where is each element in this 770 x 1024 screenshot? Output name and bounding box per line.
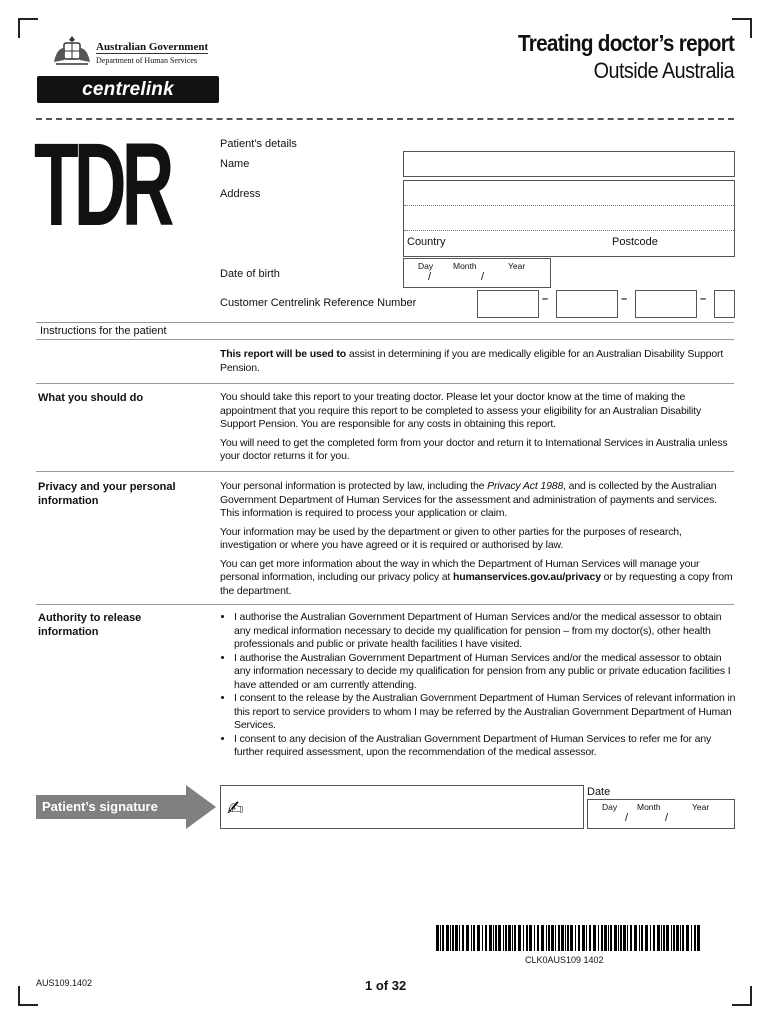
year-label: Year	[508, 261, 526, 271]
barcode-bar	[663, 925, 665, 951]
barcode-bar	[567, 925, 569, 951]
barcode-bar	[593, 925, 596, 951]
privacy-heading: Privacy and your personal information	[38, 481, 176, 507]
section-divider	[36, 471, 734, 472]
instructions-intro	[220, 348, 736, 380]
barcode-bar	[485, 925, 487, 951]
barcode-bar	[489, 925, 492, 951]
crn-input-check[interactable]	[714, 290, 735, 318]
barcode-bar	[523, 925, 524, 951]
address-line	[404, 230, 734, 231]
month-label: Month	[637, 802, 661, 812]
barcode-bar	[673, 925, 675, 951]
barcode-bar	[459, 925, 460, 951]
barcode-bar	[671, 925, 672, 951]
barcode-bar	[514, 925, 516, 951]
crn-dash: –	[542, 293, 549, 305]
section-divider	[36, 604, 734, 605]
signature-date-input[interactable]	[587, 799, 735, 829]
form-code: TDR	[34, 119, 170, 251]
crop-mark	[18, 18, 38, 38]
barcode-bar	[446, 925, 449, 951]
barcode-bar	[657, 925, 660, 951]
barcode-bar	[529, 925, 532, 951]
privacy-act-name: Privacy Act 1988	[487, 480, 564, 492]
barcode-bar	[639, 925, 640, 951]
arrow-right-icon	[186, 785, 216, 829]
section-divider	[36, 383, 734, 384]
coat-of-arms-icon	[50, 34, 94, 70]
barcode-bar	[666, 925, 669, 951]
barcode-bar	[589, 925, 591, 951]
barcode-bar	[682, 925, 684, 951]
form-id: AUS109.1402	[36, 978, 93, 988]
barcode-bar	[645, 925, 648, 951]
barcode-bar	[697, 925, 700, 951]
barcode-bar	[452, 925, 454, 951]
barcode-bar	[686, 925, 689, 951]
dob-label: Date of birth	[220, 268, 280, 280]
barcode-bar	[455, 925, 458, 951]
barcode-bar	[558, 925, 560, 951]
section-divider	[36, 322, 734, 323]
crn-label: Customer Centrelink Reference Number	[220, 297, 417, 309]
barcode-bar	[450, 925, 451, 951]
authority-text	[220, 611, 736, 760]
barcode-bar	[440, 925, 441, 951]
barcode-bar	[482, 925, 483, 951]
what-to-do-p2: You will need to get the completed form from your doctor and return it to International Services in Australia unless your doctor returns it for you.	[220, 436, 728, 462]
instructions-heading: Instructions for the patient	[40, 325, 167, 337]
barcode-bar	[650, 925, 651, 951]
barcode-bar	[503, 925, 504, 951]
barcode-bar	[551, 925, 554, 951]
barcode-bar	[691, 925, 692, 951]
barcode-bar	[694, 925, 696, 951]
barcode-bar	[614, 925, 617, 951]
barcode-bar	[495, 925, 497, 951]
barcode-bar	[598, 925, 599, 951]
name-label: Name	[220, 158, 250, 170]
barcode-bar	[641, 925, 643, 951]
divider	[96, 53, 208, 54]
barcode-bar	[565, 925, 566, 951]
month-label: Month	[453, 261, 477, 271]
barcode-bar	[512, 925, 513, 951]
barcode-bar	[634, 925, 637, 951]
address-input[interactable]	[403, 180, 735, 257]
barcode-bar	[505, 925, 507, 951]
date-separator: /	[481, 271, 485, 283]
barcode-bar	[555, 925, 556, 951]
barcode-bar	[620, 925, 622, 951]
privacy-p1-start: Your personal information is protected by law, including the	[220, 480, 488, 492]
barcode-bar	[442, 925, 444, 951]
barcode-bar	[546, 925, 547, 951]
crn-input-part-3[interactable]	[635, 290, 697, 318]
barcode-bar	[537, 925, 539, 951]
barcode-bar	[473, 925, 475, 951]
pen-icon: ✍	[227, 796, 244, 820]
barcode-bar	[541, 925, 544, 951]
barcode-bar	[623, 925, 626, 951]
privacy-p1-end: , and is collected by the Australian Government Department of Human Services for the assessment and administration of payments and services. This information is required to process your application or claim.	[220, 480, 717, 519]
day-label: Day	[602, 802, 618, 812]
date-separator: /	[428, 271, 432, 283]
barcode-bar	[548, 925, 550, 951]
barcode-bar	[526, 925, 528, 951]
department-name: Department of Human Services	[96, 56, 198, 65]
date-separator: /	[625, 812, 629, 824]
barcode-bar	[653, 925, 655, 951]
authority-item: • I authorise the Australian Government Department of Human Services and/or the medical assessor to obtain any information necessary to decide my qualification for pension from any public or private education facilities I have attended or am currently attending.	[234, 652, 736, 693]
authority-item: • I authorise the Australian Government Department of Human Services and/or the medical assessor to obtain any medical information necessary to decide my qualification for pension – from my doctor(s), other health professionals and public or private health facilities I have visited.	[234, 611, 736, 652]
barcode-bar	[477, 925, 480, 951]
privacy-p2: Your information may be used by the department or given to other parties for the purposes of research, investigation or where you have agreed or it is required or authorised by law.	[220, 525, 682, 551]
barcode-bar	[498, 925, 501, 951]
barcode-bar	[604, 925, 607, 951]
intro-text: assist in determining if you are medically eligible for an Australian Disability Support Pension.	[220, 348, 724, 374]
page-number: 1 of 32	[365, 978, 407, 993]
address-label: Address	[220, 188, 261, 200]
what-to-do-text	[220, 391, 736, 469]
patients-details-heading: Patient’s details	[220, 138, 297, 150]
postcode-label: Postcode	[612, 236, 658, 248]
signature-input[interactable]	[220, 785, 584, 829]
barcode-bar	[610, 925, 612, 951]
barcode-bar	[518, 925, 521, 951]
barcode-bar	[601, 925, 603, 951]
crn-input-part-2[interactable]	[556, 290, 618, 318]
crop-mark	[732, 18, 752, 38]
crn-input-part-1[interactable]	[477, 290, 539, 318]
barcode-bar	[471, 925, 472, 951]
dob-input[interactable]	[403, 258, 551, 288]
barcode-bar	[436, 925, 439, 951]
barcode-bar	[627, 925, 628, 951]
barcode-bar	[608, 925, 609, 951]
what-to-do-p1: You should take this report to your treating doctor. Please let your doctor know at the time of making the appointment that you require this report to be completed to assess your eligibility for an Australian Disability Support Pension. You are responsible for any costs in obtaining this report.	[220, 391, 702, 430]
intro-bold: This report will be used to	[220, 348, 347, 360]
barcode-bar	[466, 925, 469, 951]
barcode-bar	[534, 925, 535, 951]
date-label: Date	[587, 786, 611, 798]
privacy-text	[220, 480, 736, 603]
barcode-bar	[561, 925, 564, 951]
barcode-bar	[575, 925, 576, 951]
barcode-bar	[462, 925, 464, 951]
barcode-bar	[680, 925, 681, 951]
country-label: Country	[407, 236, 446, 248]
centrelink-logo: centrelink	[37, 76, 219, 103]
barcode-bar	[508, 925, 511, 951]
barcode-bar	[570, 925, 573, 951]
crop-mark	[18, 986, 38, 1006]
barcode-bar	[578, 925, 580, 951]
barcode-bar	[582, 925, 585, 951]
barcode-bar	[661, 925, 662, 951]
privacy-p3-end: or by requesting a copy from the department.	[220, 571, 733, 597]
name-input[interactable]	[403, 151, 735, 177]
privacy-p3-start: You can get more information about the way in which the Department of Human Services will manage your personal information, including our privacy policy at	[220, 557, 700, 583]
crop-mark	[732, 986, 752, 1006]
crn-dash: –	[700, 293, 707, 305]
section-divider	[36, 339, 734, 340]
authority-heading: Authority to release information	[38, 612, 142, 638]
privacy-url[interactable]: humanservices.gov.au/privacy	[452, 571, 601, 583]
barcode-icon	[436, 925, 704, 951]
barcode-bar	[676, 925, 679, 951]
address-line	[404, 205, 734, 206]
authority-item: • I consent to the release by the Australian Government Department of Human Services of relevant information in this report to service providers to whom I may be referred by the Australian Government Department of Human Services.	[234, 692, 736, 733]
year-label: Year	[692, 802, 710, 812]
authority-item: • I consent to any decision of the Australian Government Department of Human Services to refer me for any further required assessment, upon the recommendation of the medical assessor.	[234, 733, 736, 760]
government-name: Australian Government	[96, 41, 209, 53]
form-title: Treating doctor’s report	[517, 30, 734, 56]
barcode-text: CLK0AUS109 1402	[525, 955, 604, 965]
patient-signature-label: Patient’s signature	[36, 795, 192, 819]
what-to-do-heading: What you should do	[38, 392, 144, 404]
barcode-bar	[586, 925, 587, 951]
form-subtitle: Outside Australia	[593, 58, 734, 83]
day-label: Day	[418, 261, 434, 271]
barcode-bar	[493, 925, 494, 951]
date-separator: /	[665, 812, 669, 824]
crn-dash: –	[621, 293, 628, 305]
barcode-bar	[630, 925, 632, 951]
barcode-bar	[618, 925, 619, 951]
